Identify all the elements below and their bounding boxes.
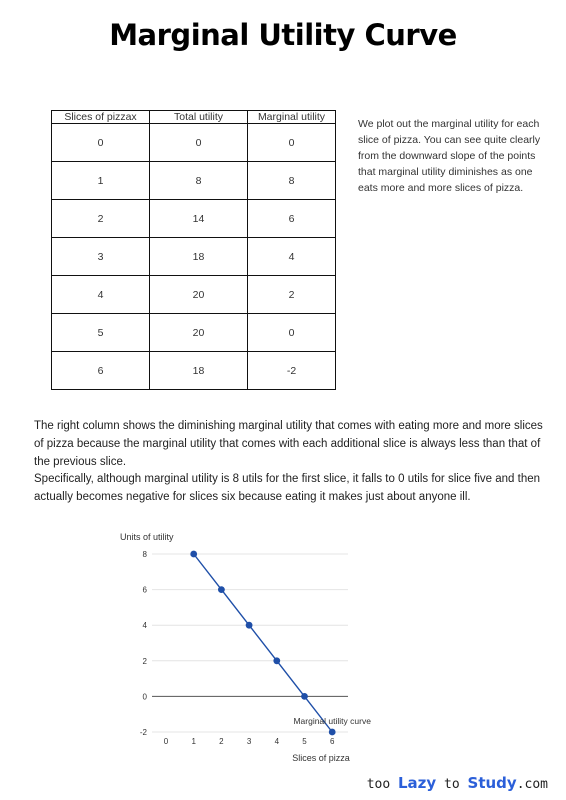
table-cell: 4 bbox=[248, 238, 336, 276]
table-cell: 0 bbox=[150, 124, 248, 162]
y-tick-label: 6 bbox=[142, 585, 147, 595]
logo-text-too: too bbox=[366, 777, 398, 792]
table-row bbox=[52, 124, 336, 162]
x-tick-label: 5 bbox=[302, 737, 307, 746]
table-cell: 0 bbox=[52, 124, 150, 162]
y-axis-label: Units of utility bbox=[120, 532, 174, 542]
table-row bbox=[52, 314, 336, 352]
marginal-utility-chart bbox=[0, 520, 566, 770]
table-cell: 6 bbox=[52, 352, 150, 390]
y-tick-label: 2 bbox=[142, 656, 147, 666]
table-row bbox=[52, 162, 336, 200]
table-cell: 2 bbox=[52, 200, 150, 238]
data-point bbox=[218, 586, 225, 593]
table-cell: 18 bbox=[150, 352, 248, 390]
data-point bbox=[273, 657, 280, 664]
site-logo bbox=[367, 774, 548, 792]
table-header-row bbox=[52, 111, 336, 124]
paragraph-diminishing: The right column shows the diminishing marginal utility that comes with eating more and more slices of pizza because the marginal utility that comes with each additional slice is always less than that of the previous slice. bbox=[34, 420, 543, 468]
table-cell: 5 bbox=[52, 314, 150, 352]
y-tick-label: 8 bbox=[142, 550, 147, 559]
x-tick-label: 0 bbox=[163, 737, 169, 746]
data-point bbox=[190, 551, 197, 558]
table-row bbox=[52, 200, 336, 238]
series-line bbox=[194, 554, 333, 732]
utility-table bbox=[51, 110, 336, 390]
x-tick-label: 3 bbox=[246, 737, 252, 746]
table-cell: 8 bbox=[150, 162, 248, 200]
x-tick-label: 4 bbox=[274, 737, 280, 746]
data-point bbox=[246, 622, 253, 629]
side-explanation: We plot out the marginal utility for each slice of pizza. You can see quite clearly from the downward slope of the points that marginal utility diminishes as one eats more and more slices of pizza. bbox=[358, 118, 541, 194]
table-cell: 4 bbox=[52, 276, 150, 314]
logo-text-to: to bbox=[436, 777, 468, 792]
series-label: Marginal utility curve bbox=[293, 716, 371, 726]
table-cell: 1 bbox=[52, 162, 150, 200]
logo-text-com: .com bbox=[516, 777, 548, 792]
table-cell: 3 bbox=[52, 238, 150, 276]
table-row bbox=[52, 352, 336, 390]
table-row bbox=[52, 238, 336, 276]
table-cell: 6 bbox=[248, 200, 336, 238]
logo-text-study: Study bbox=[467, 774, 517, 792]
y-tick-label: -2 bbox=[139, 728, 147, 737]
logo-text-lazy: Lazy bbox=[398, 774, 437, 792]
table-cell: 18 bbox=[150, 238, 248, 276]
table-cell: 14 bbox=[150, 200, 248, 238]
y-tick-label: 0 bbox=[142, 692, 147, 702]
data-point bbox=[329, 729, 336, 736]
data-point bbox=[301, 693, 308, 700]
x-tick-label: 1 bbox=[191, 737, 196, 746]
table-cell: 20 bbox=[150, 314, 248, 352]
column-header: Marginal utility bbox=[248, 111, 336, 124]
table-cell: -2 bbox=[248, 352, 336, 390]
y-tick-label: 4 bbox=[142, 621, 147, 631]
column-header: Slices of pizzax bbox=[52, 111, 150, 124]
paragraph-specifics: Specifically, although marginal utility is 8 utils for the first slice, it falls to 0 utils for slice five and then actually becomes negative for slices six because eating it makes just about anyone ill. bbox=[34, 473, 541, 503]
x-tick-label: 2 bbox=[219, 737, 224, 746]
table-row bbox=[52, 276, 336, 314]
table-cell: 8 bbox=[248, 162, 336, 200]
x-tick-label: 6 bbox=[329, 737, 335, 746]
table-cell: 20 bbox=[150, 276, 248, 314]
column-header: Total utility bbox=[150, 111, 248, 124]
table-cell: 0 bbox=[248, 314, 336, 352]
table-cell: 0 bbox=[248, 124, 336, 162]
table-cell: 2 bbox=[248, 276, 336, 314]
x-axis-label: Slices of pizza bbox=[292, 753, 350, 763]
page-title: Marginal Utility Curve bbox=[109, 18, 457, 52]
